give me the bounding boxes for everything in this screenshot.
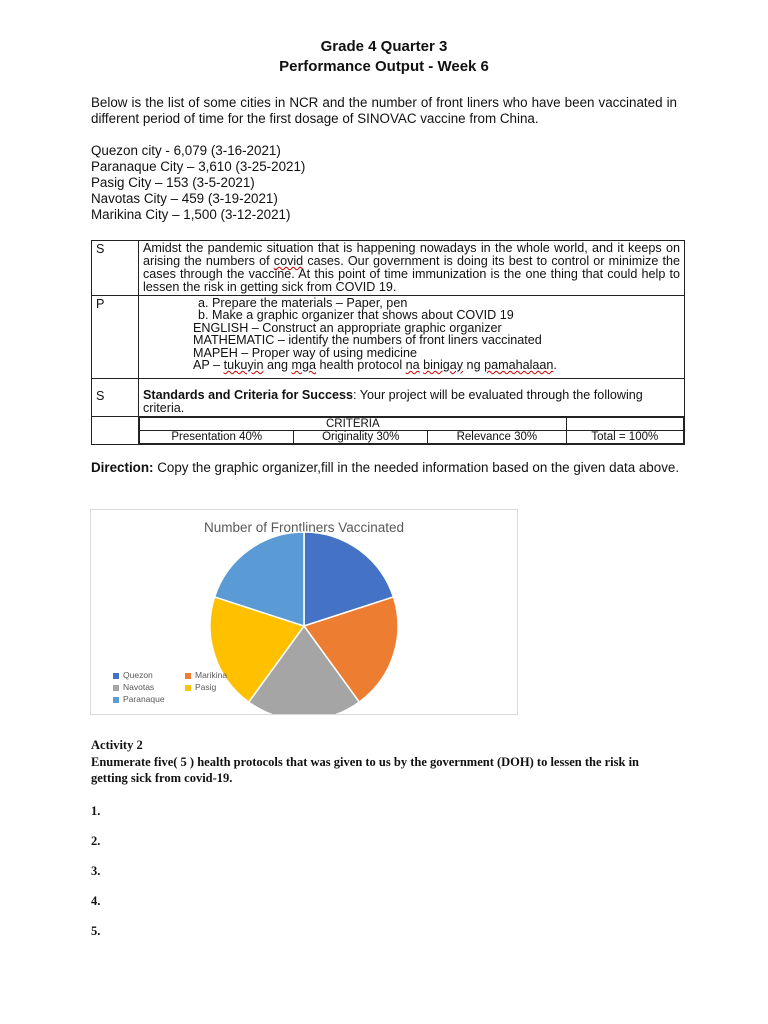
legend-item-navotas (113, 682, 154, 692)
legend-item-paranaque (113, 694, 165, 704)
product-subject-english: ENGLISH – Construct an appropriate graphic organizer (193, 320, 502, 335)
standards-bold: Standards and Criteria for Success (143, 388, 353, 403)
product-list (143, 297, 680, 322)
criteria-row (92, 417, 685, 445)
product-subject-math: MATHEMATIC – identify the numbers of front liners vaccinated (193, 333, 542, 348)
answer-number: 5. (91, 924, 101, 938)
product-cell (139, 296, 685, 379)
pie-chart (90, 509, 518, 715)
answer-number: 4. (91, 894, 101, 908)
pie-svg (91, 510, 517, 714)
product-subject-ap (143, 359, 680, 377)
legend-label: Quezon (123, 670, 153, 680)
page-title: Grade 4 Quarter 3 (320, 38, 448, 55)
criteria-item: Relevance 30% (428, 431, 567, 444)
legend-swatch (113, 685, 119, 691)
situation-cell (139, 241, 685, 296)
city-item: Paranaque City – 3,610 (3-25-2021) (91, 159, 306, 174)
legend-swatch (185, 673, 191, 679)
legend-swatch (113, 697, 119, 703)
product-row (92, 296, 685, 379)
intro-paragraph (91, 95, 677, 127)
ap-text: ang (263, 358, 292, 373)
city-item: Quezon city - 6,079 (3-16-2021) (91, 143, 281, 158)
city-item: Pasig City – 153 (3-5-2021) (91, 175, 255, 190)
direction-body: Copy the graphic organizer,fill in the needed information based on the given data above. (153, 460, 680, 475)
situation-text-b: cases. Our government is doing its best to control or minimize the cases through the vaccine. At this point of time immunization is the one thing that could help to lessen the risk in getting sick from COVID 19. (143, 254, 680, 294)
criteria-header: CRITERIA (140, 418, 567, 431)
activity-instruction: Enumerate five( 5 ) health protocols that was given to us by the government (DOH) to lessen the risk in getting sick from covid-19. (91, 755, 639, 785)
direction-text (91, 460, 681, 476)
standards-text: : Your project will be evaluated through the following criteria. (143, 388, 643, 416)
situation-text-covid: covid (273, 254, 304, 268)
legend-swatch (185, 685, 191, 691)
situation-text (143, 242, 680, 294)
direction-label: Direction: (91, 460, 154, 475)
city-item: Navotas City – 459 (3-19-2021) (91, 191, 278, 206)
standards-cell (139, 379, 685, 417)
legend-item-quezon (113, 670, 153, 680)
page-subtitle: Performance Output - Week 6 (279, 58, 489, 75)
criteria-blank (92, 417, 139, 445)
ap-word: binigay (423, 358, 464, 373)
standards-row (92, 379, 685, 417)
city-list (91, 143, 305, 223)
legend-item-pasig (185, 682, 216, 692)
legend-label: Pasig (195, 682, 217, 692)
legend-label: Navotas (123, 682, 155, 692)
intro-text: Below is the list of some cities in NCR and the number of front liners who have been vaccinated in different period of time for the first dosage of SINOVAC vaccine from China. (91, 95, 677, 126)
situation-row (92, 241, 685, 296)
situation-text-a: Amidst the pandemic situation that is happening nowadays in the whole world, and it keeps on arising the numbers of (143, 241, 680, 268)
ap-word: tukuyin (223, 358, 264, 373)
ap-word: na (405, 358, 420, 373)
criteria-item: Presentation 40% (140, 431, 294, 444)
sps-table (91, 240, 685, 445)
product-item: a. Prepare the materials – Paper, pen (198, 296, 408, 310)
ap-text: . (553, 358, 557, 373)
activity-title: Activity 2 (91, 738, 143, 752)
situation-letter: S (92, 241, 139, 296)
criteria-header-blank (566, 418, 683, 431)
criteria-table (139, 417, 684, 444)
standards-letter: S (92, 379, 139, 417)
answer-number: 2. (91, 834, 101, 848)
answer-number: 1. (91, 804, 101, 818)
criteria-cell (139, 417, 685, 445)
ap-word: pamahalaan (484, 358, 554, 373)
legend-swatch (113, 673, 119, 679)
product-item: b. Make a graphic organizer that shows about COVID 19 (198, 308, 514, 323)
legend-label: Marikina (195, 670, 228, 680)
legend-item-marikina (185, 670, 227, 680)
ap-text: health protocol (316, 358, 406, 373)
legend-label: Paranaque (123, 694, 165, 704)
criteria-item: Originality 30% (294, 431, 428, 444)
ap-text: ng (463, 358, 485, 373)
product-letter: P (92, 296, 139, 379)
product-subject-mapeh: MAPEH – Proper way of using medicine (193, 345, 417, 360)
ap-word: mga (291, 358, 316, 373)
answer-number: 3. (91, 864, 101, 878)
city-item: Marikina City – 1,500 (3-12-2021) (91, 207, 291, 222)
ap-text: AP – (193, 358, 224, 373)
criteria-item: Total = 100% (566, 431, 683, 444)
chart-title: Number of Frontliners Vaccinated (203, 520, 405, 535)
